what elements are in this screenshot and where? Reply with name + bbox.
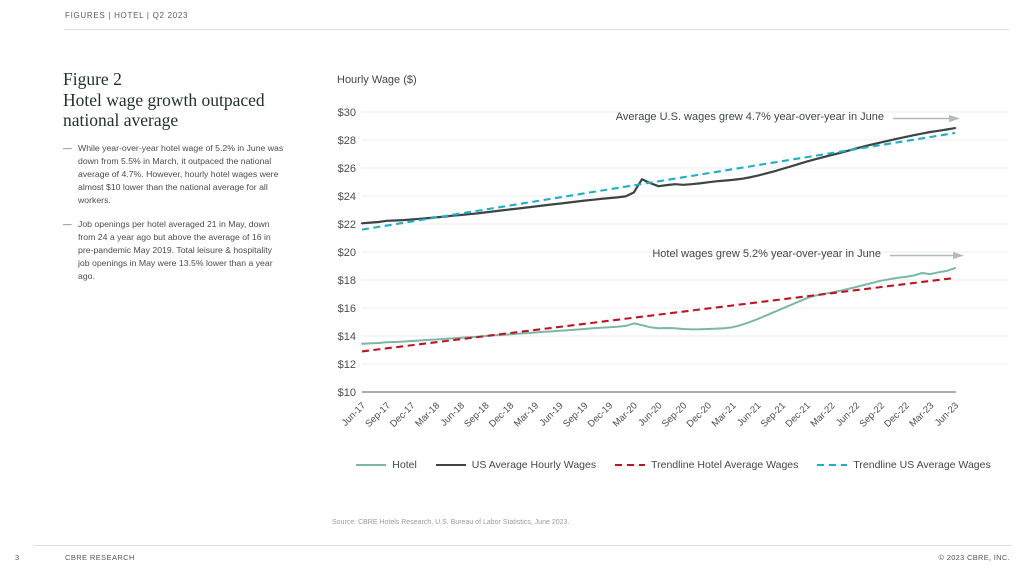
y-tick-label: $20 <box>337 247 356 259</box>
series-line-hotel <box>362 268 955 344</box>
legend-label: Trendline US Average Wages <box>853 459 991 471</box>
chart-axis-title: Hourly Wage ($) <box>337 74 417 86</box>
y-tick-label: $10 <box>337 387 356 399</box>
legend-item <box>356 459 417 471</box>
x-tick-label: Mar-19 <box>512 400 542 430</box>
legend-label: Trendline Hotel Average Wages <box>651 459 799 471</box>
legend-item <box>817 459 990 471</box>
x-tick-label: Sep-19 <box>561 400 591 430</box>
series-line-us-average <box>362 128 955 223</box>
x-tick-label: Dec-17 <box>388 400 418 430</box>
legend-item <box>615 459 798 471</box>
x-tick-label: Dec-20 <box>684 400 715 430</box>
x-tick-label: Jun-22 <box>833 400 863 429</box>
footer-copyright: © 2023 CBRE, INC. <box>938 553 1010 562</box>
annotation-hotel-wages: Hotel wages grew 5.2% year-over-year in June <box>652 248 881 260</box>
x-tick-label: Dec-22 <box>882 400 912 430</box>
figure-title-line-2: national average <box>63 110 179 130</box>
legend-swatch-solid <box>436 464 466 467</box>
x-tick-label: Sep-17 <box>363 400 393 430</box>
annotation-arrow-hotel-head <box>953 252 964 259</box>
chart-legend <box>337 459 1010 471</box>
legend-swatch-dashed <box>615 464 645 467</box>
bullet-text-1: While year-over-year hotel wage of 5.2% in June was down from 5.5% in March, it outpaced the national average of 4.7%. However, hourly hotel wages were almost $10 lower than the national average for all workers. <box>78 143 284 205</box>
y-tick-label: $30 <box>337 107 356 119</box>
y-tick-label: $18 <box>337 275 356 287</box>
y-tick-label: $26 <box>337 163 356 175</box>
breadcrumb: FIGURES | HOTEL | Q2 2023 <box>65 11 189 20</box>
y-tick-label: $14 <box>337 331 356 343</box>
x-tick-label: Mar-20 <box>610 400 640 430</box>
x-tick-label: Mar-18 <box>413 400 443 430</box>
legend-label: Hotel <box>392 459 417 471</box>
y-tick-label: $12 <box>337 359 356 371</box>
legend-swatch-dashed <box>817 464 847 467</box>
legend-label: US Average Hourly Wages <box>471 459 597 471</box>
annotation-us-wages: Average U.S. wages grew 4.7% year-over-year in June <box>615 111 884 123</box>
x-tick-label: Sep-22 <box>857 400 887 430</box>
footer-brand: CBRE RESEARCH <box>65 553 135 562</box>
figure-label: Figure 2 <box>63 69 122 89</box>
x-tick-label: Sep-18 <box>462 400 492 430</box>
figure-title-line-1: Hotel wage growth outpaced <box>63 89 265 110</box>
footer-divider <box>33 545 1012 546</box>
x-tick-label: Jun-17 <box>339 400 369 429</box>
x-tick-label: Sep-21 <box>758 400 789 430</box>
legend-swatch-solid <box>356 464 386 467</box>
x-tick-label: Jun-21 <box>735 400 764 429</box>
x-tick-label: Dec-18 <box>486 400 517 430</box>
y-tick-label: $28 <box>337 135 356 147</box>
source-note: Source: CBRE Hotels Research, U.S. Bureau of Labor Statistics, June 2023. <box>332 519 570 526</box>
x-tick-label: Jun-20 <box>636 400 665 429</box>
x-tick-label: Jun-23 <box>932 400 962 429</box>
legend-item <box>436 459 596 471</box>
bullet-dash: — <box>63 219 72 229</box>
x-tick-label: Mar-21 <box>709 400 739 430</box>
trendline-us <box>362 133 955 230</box>
x-tick-label: Sep-20 <box>659 400 690 430</box>
page-number: 3 <box>15 553 20 562</box>
bullet-text-2: Job openings per hotel averaged 21 in May, down from 24 a year ago but above the average of 16 in pre-pandemic May 2019. Total leisure & hospitality job openings in May were 13.5% lower than a year ago. <box>78 219 273 281</box>
x-tick-label: Jun-18 <box>438 400 467 429</box>
x-tick-label: Jun-19 <box>537 400 566 429</box>
trendline-hotel <box>362 278 955 352</box>
x-tick-label: Dec-19 <box>585 400 616 430</box>
bullet-dash: — <box>63 143 72 153</box>
y-tick-label: $16 <box>337 303 356 315</box>
annotation-arrow-us-head <box>949 115 960 122</box>
x-tick-label: Mar-23 <box>907 400 937 430</box>
x-tick-label: Mar-22 <box>808 400 838 430</box>
y-tick-label: $22 <box>337 219 356 231</box>
x-tick-label: Dec-21 <box>783 400 813 430</box>
y-tick-label: $24 <box>337 191 356 203</box>
